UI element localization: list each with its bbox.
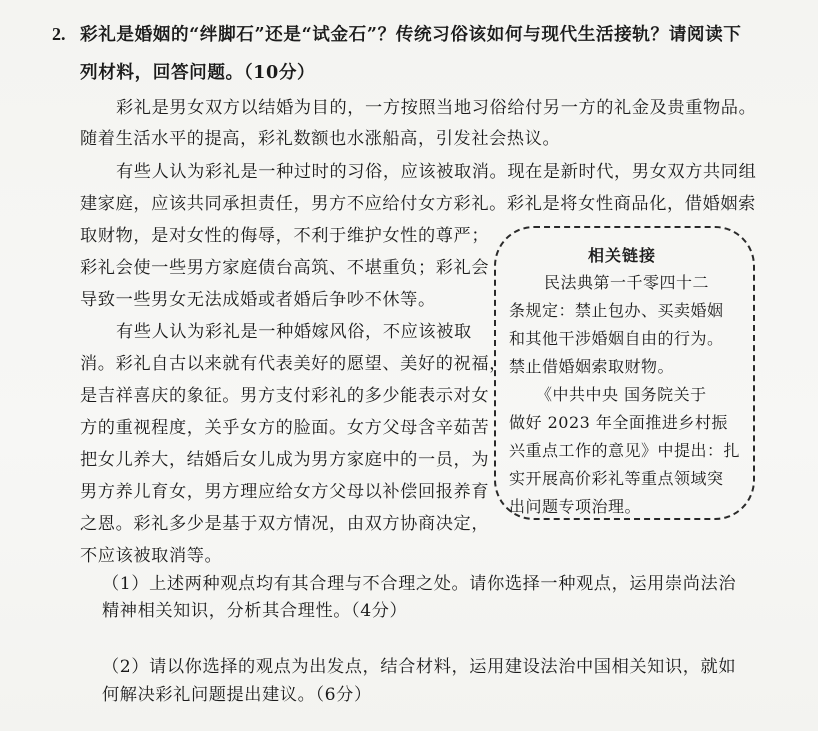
sub-question-2-line-1: （2）请以你选择的观点为出发点，结合材料，运用建设法治中国相关知识，就如 (102, 657, 737, 677)
material-p3-line-1: 有些人认为彩礼是一种婚嫁风俗，不应该被取 (116, 322, 472, 342)
related-link-title: 相关链接 (588, 246, 657, 265)
material-p1-line-1: 彩礼是男女双方以结婚为目的，一方按照当地习俗给付另一方的礼金及贵重物品。 (116, 98, 757, 118)
material-p2-line-4: 彩礼会使一些男方家庭债台高筑、不堪重负；彩礼会 (80, 258, 490, 278)
material-p1-line-2: 随着生活水平的提高，彩礼数额也水涨船高，引发社会热议。 (80, 129, 561, 149)
material-p2-line-5: 导致一些男女无法成婚或者婚后争吵不休等。 (80, 290, 436, 310)
related-link-line-2: 条规定：禁止包办、买卖婚姻 (509, 301, 724, 320)
related-link-line-8: 实开展高价彩礼等重点领域突 (509, 469, 724, 488)
material-p3-line-4: 方的重视程度，关乎女方的脸面。女方父母含辛茹苦 (80, 418, 490, 438)
related-link-line-7: 兴重点工作的意见》中提出：扎 (509, 441, 741, 460)
material-p3-line-8: 不应该被取消等。 (80, 546, 223, 566)
material-p2-line-3: 取财物，是对女性的侮辱，不利于维护女性的尊严； (80, 226, 490, 246)
related-link-line-4: 禁止借婚姻索取财物。 (509, 357, 675, 376)
material-p3-line-3: 是吉祥喜庆的象征。男方支付彩礼的多少能表示对女 (80, 386, 490, 406)
sub-question-1-line-1: （1）上述两种观点均有其合理与不合理之处。请你选择一种观点，运用崇尚法治 (102, 574, 737, 594)
material-p3-line-2: 消。彩礼自古以来就有代表美好的愿望、美好的祝福， (80, 354, 507, 374)
material-p3-line-7: 之恩。彩礼多少是基于双方情况，由双方协商决定， (80, 514, 490, 534)
related-link-line-9: 出问题专项治理。 (509, 497, 642, 516)
related-link-line-5: 《中共中央 国务院关于 (536, 385, 707, 404)
question-number: 2. (52, 24, 66, 44)
sub-question-2-line-2: 何解决彩礼问题提出建议。（6分） (102, 685, 372, 705)
sub-question-1-line-2: 精神相关知识，分析其合理性。（4分） (102, 601, 408, 621)
material-p3-line-5: 把女儿养大，结婚后女儿成为男方家庭中的一员，为 (80, 450, 490, 470)
question-stem-line-2: 列材料，回答问题。（10分） (80, 62, 316, 83)
related-link-line-3: 和其他干涉婚姻自由的行为。 (509, 329, 724, 348)
related-link-line-1: 民法典第一千零四十二 (544, 273, 710, 292)
material-p2-line-2: 建家庭，应该共同承担责任，男方不应给付女方彩礼。彩礼是将女性商品化，借婚姻索 (80, 194, 756, 214)
related-link-line-6: 做好 2023 年全面推进乡村振 (509, 413, 728, 432)
question-stem-line-1: 彩礼是婚姻的“绊脚石”还是“试金石”？传统习俗该如何与现代生活接轨？请阅读下 (80, 24, 742, 45)
material-p2-line-1: 有些人认为彩礼是一种过时的习俗，应该被取消。现在是新时代，男女双方共同组 (116, 162, 757, 182)
material-p3-line-6: 男方养儿育女，男方理应给女方父母以补偿回报养育 (80, 482, 490, 502)
